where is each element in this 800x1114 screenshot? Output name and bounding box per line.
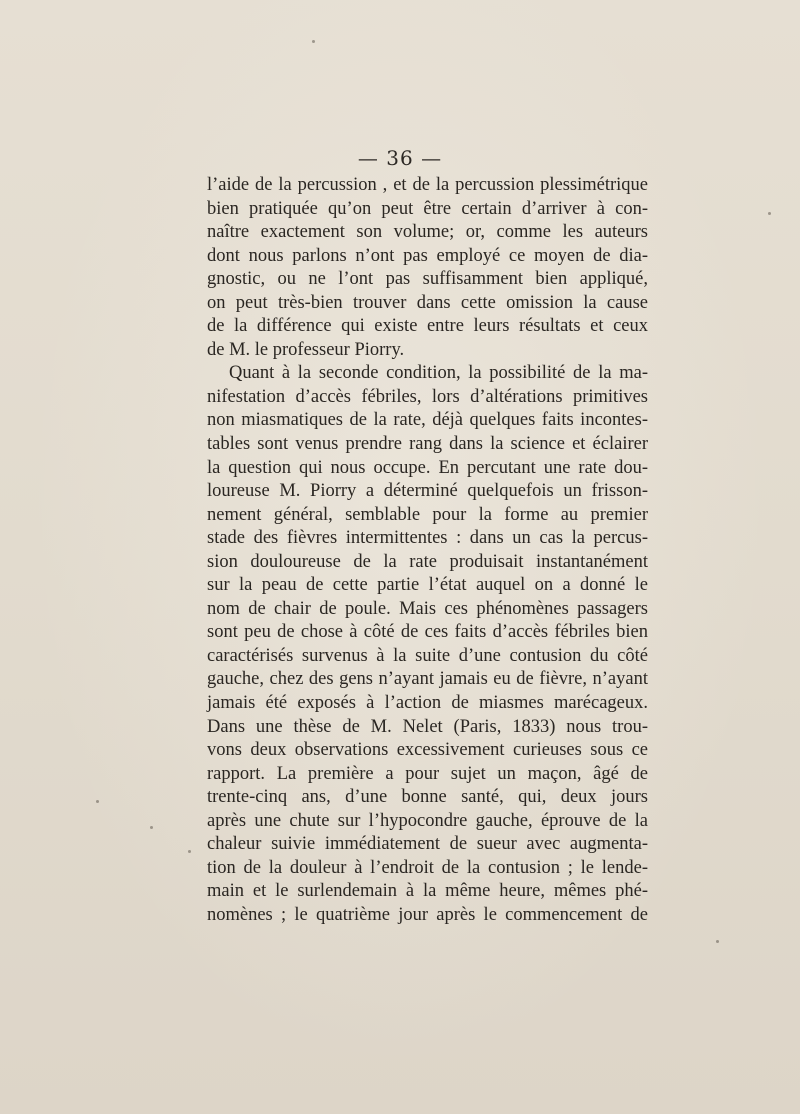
text-line: Quant à la seconde condition, la possibilité de la ma- [229, 363, 648, 384]
paper-speck [716, 940, 719, 943]
text-line: gnostic, ou ne l’ont pas suffisamment bien appliqué, [207, 269, 648, 290]
text-line: stade des fièvres intermittentes : dans un cas la percus- [207, 528, 648, 549]
text-line: sion douloureuse de la rate produisait instantanément [207, 551, 648, 572]
text-line: tables sont venus prendre rang dans la science et éclairer [207, 434, 648, 455]
paper-speck [312, 40, 315, 43]
page-number: — 36 — [357, 146, 443, 170]
text-line: après une chute sur l’hypocondre gauche, éprouve de la [207, 810, 648, 831]
text-line: chaleur suivie immédiatement de sueur avec augmenta- [207, 834, 648, 855]
text-line: de M. le professeur Piorry. [207, 339, 405, 360]
text-line: jamais été exposés à l’action de miasmes marécageux. [207, 693, 648, 714]
text-line: nomènes ; le quatrième jour après le commencement de [207, 904, 648, 925]
text-line: la question qui nous occupe. En percutant une rate dou- [207, 457, 648, 478]
text-line: non miasmatiques de la rate, déjà quelques faits incontes- [207, 410, 648, 431]
text-line: Dans une thèse de M. Nelet (Paris, 1833) nous trou- [207, 716, 648, 737]
paper-speck [768, 212, 771, 215]
text-line: nom de chair de poule. Mais ces phénomènes passagers [207, 598, 648, 619]
body-text [207, 174, 648, 928]
text-line: on peut très-bien trouver dans cette omission la cause [207, 292, 648, 313]
text-line: nement général, semblable pour la forme au premier [207, 504, 648, 525]
text-line: main et le surlendemain à la même heure, mêmes phé- [207, 881, 648, 902]
text-line: l’aide de la percussion , et de la percussion plessimétrique [207, 175, 648, 195]
text-line: vons deux observations excessivement curieuses sous ce [207, 740, 648, 761]
text-line: dont nous parlons n’ont pas employé ce moyen de dia- [207, 245, 648, 266]
paper-speck [188, 850, 191, 853]
text-line: gauche, chez des gens n’ayant jamais eu de fièvre, n’ayant [207, 669, 648, 690]
text-line: sont peu de chose à côté de ces faits d’accès fébriles bien [207, 622, 648, 643]
text-line: naître exactement son volume; or, comme les auteurs [207, 222, 648, 243]
text-line: nifestation d’accès fébriles, lors d’altérations primitives [207, 386, 648, 407]
paper-speck [150, 826, 153, 829]
text-line: rapport. La première a pour sujet un maçon, âgé de [207, 763, 648, 784]
text-line: sur la peau de cette partie l’état auquel on a donné le [207, 575, 648, 596]
paper-speck [96, 800, 99, 803]
text-line: loureuse M. Piorry a déterminé quelquefois un frisson- [207, 481, 648, 502]
text-line: trente-cinq ans, d’une bonne santé, qui, deux jours [207, 787, 648, 808]
text-line: bien pratiquée qu’on peut être certain d’arriver à con- [207, 198, 648, 219]
text-line: tion de la douleur à l’endroit de la contusion ; le lende- [207, 857, 648, 878]
text-line: de la différence qui existe entre leurs résultats et ceux [207, 316, 648, 337]
text-line: caractérisés survenus à la suite d’une contusion du côté [207, 645, 648, 666]
